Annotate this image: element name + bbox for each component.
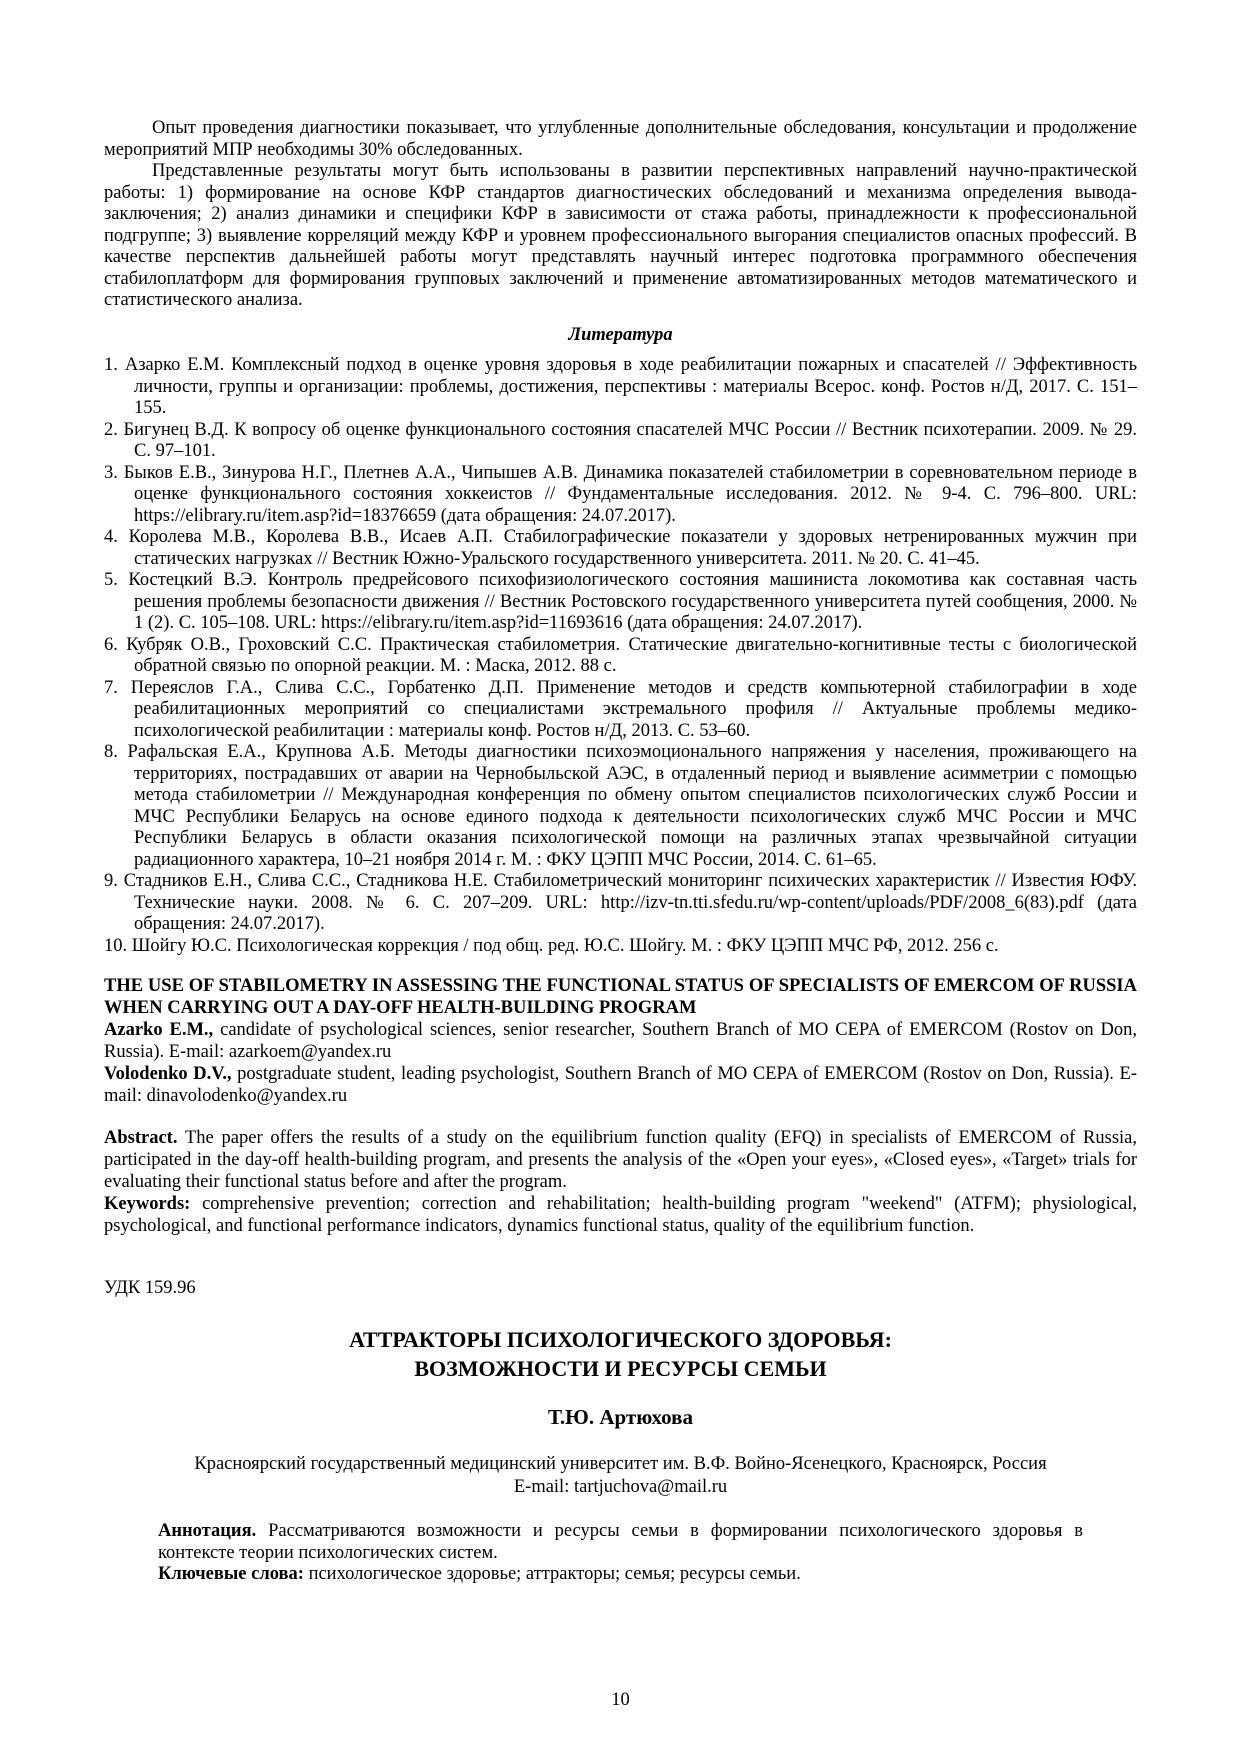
reference-text: Королева М.В., Королева В.В., Исаев А.П. Стабилографические показатели у здоровых нетренированных мужчин при статических нагрузках // Вестник Южно-Уральского государственного университета. 2011. № 20. С. 41–45. — [128, 527, 1137, 569]
english-article-title: THE USE OF STABILOMETRY IN ASSESSING THE FUNCTIONAL STATUS OF SPECIALISTS OF EMERCOM OF RUSSIA WHEN CARRYING OUT A DAY-OFF HEALTH-BUILDING PROGRAM — [104, 976, 1137, 1018]
english-abstract — [104, 1127, 1137, 1193]
english-keywords-text: comprehensive prevention; correction and rehabilitation; health-building program "weekend" (ATFM); physiological, psychological, and functional performance indicators, dynamics functional status, quality of the equilibrium function. — [104, 1194, 1138, 1236]
russian-keywords-text: психологическое здоровье; аттракторы; семья; ресурсы семьи. — [308, 1564, 801, 1584]
affiliation-email: E-mail: tartjuchova@mail.ru — [513, 1477, 728, 1497]
russian-annotation — [158, 1521, 1083, 1564]
reference-text: Бигунец В.Д. К вопросу об оценке функционального состояния спасателей МЧС России // Вестник психотерапии. 2009. № 29. С. 97–101. — [123, 419, 1137, 461]
reference-item-3 — [104, 463, 1137, 528]
reference-number: 1. — [104, 355, 118, 375]
title-line-1: АТТРАКТОРЫ ПСИХОЛОГИЧЕСКОГО ЗДОРОВЬЯ: — [349, 1327, 892, 1352]
next-article-author: Т.Ю. Артюхова — [548, 1405, 693, 1429]
english-author-2-name: Volodenko D.V., — [104, 1064, 232, 1084]
reference-number: 9. — [104, 871, 118, 891]
reference-text: Рафальская Е.А., Крупнова А.Б. Методы диагностики психоэмоционального напряжения у населения, проживающего на территориях, пострадавших от аварии на Чернобыльской АЭС, в отдаленный период и выявление асимметрии с помощью метода стабилометрии // Международная конференция по обмену опытом специалистов психологических служб России и МЧС Республики Беларусь на основе единого подхода к деятельности психологических служб МЧС России и МЧС Республики Беларусь в области оказания психологической помощи на различных этапах чрезвычайной ситуации радиационного характера, 10–21 ноября 2014 г. М. : ФКУ ЦЭПП МЧС России, 2014. С. 61–65. — [127, 742, 1137, 870]
reference-number: 10. — [104, 935, 128, 956]
english-author-1-name: Azarko E.M., — [104, 1020, 214, 1040]
russian-keywords-label: Ключевые слова: — [158, 1564, 304, 1584]
reference-item-9 — [104, 871, 1137, 936]
title-line-2: ВОЗМОЖНОСТИ И РЕСУРСЫ СЕМЬИ — [414, 1356, 827, 1381]
reference-item-2 — [104, 420, 1137, 463]
page-number: 10 — [611, 1690, 630, 1710]
reference-text: Стадников Е.Н., Слива С.С., Стадникова Н.Е. Стабилометрический мониторинг психических характеристик // Известия ЮФУ. Технические науки. 2008. № 6. С. 207–209. URL: http://izv-tn.tti.sfedu.ru/wp-content/uploads/PDF/2008_6(83).pdf (дата обращения: 24.07.2017). — [123, 871, 1137, 934]
reference-text: Переяслов Г.А., Слива С.С., Горбатенко Д.П. Применение методов и средств компьютерной стабилографии в ходе реабилитационных мероприятий со специалистами экстремального профиля // Актуальные проблемы медико-психологической реабилитации : материалы конф. Ростов н/Д, 2013. С. 53–60. — [130, 677, 1137, 741]
reference-number: 6. — [104, 634, 118, 655]
english-author-2 — [104, 1063, 1137, 1107]
udc-number: УДК 159.96 — [104, 1278, 196, 1298]
reference-number: 5. — [104, 570, 118, 590]
intro-paragraph-1: Опыт проведения диагностики показывает, что углубленные дополнительные обследования, консультации и продолжение мероприятий МПР необходимы 30% обследованных. — [104, 118, 1137, 160]
reference-number: 2. — [104, 419, 118, 440]
english-author-1-details: candidate of psychological sciences, senior researcher, Southern Branch of MO CEPA of EMERCOM (Rostov on Don, Russia). E-mail: azarkoem@yandex.ru — [104, 1020, 1138, 1062]
english-keywords-label: Keywords: — [104, 1194, 191, 1214]
reference-number: 4. — [104, 527, 118, 547]
reference-list — [104, 355, 1137, 957]
reference-item-5 — [104, 570, 1137, 635]
next-article-title — [104, 1325, 1137, 1383]
reference-item-8 — [104, 742, 1137, 871]
literature-heading: Литература — [568, 324, 673, 345]
reference-text: Шойгу Ю.С. Психологическая коррекция / под общ. ред. Ю.С. Шойгу. М. : ФКУ ЦЭПП МЧС РФ, 2012. 256 с. — [131, 935, 999, 956]
reference-item-6 — [104, 635, 1137, 678]
reference-item-10 — [104, 936, 1137, 958]
reference-text: Костецкий В.Э. Контроль предрейсового психофизиологического состояния машиниста локомотива как составная часть решения проблемы безопасности движения // Вестник Ростовского государственного университета путей сообщения, 2000. № 1 (2). С. 105–108. URL: https://elibrary.ru/item.asp?id=11693616 (дата обращения: 24.07.2017). — [128, 570, 1138, 633]
next-article-annotation-block — [158, 1521, 1083, 1586]
reference-text: Кубряк О.В., Гроховский С.С. Практическая стабилометрия. Статические двигательно-когнитивные тесты с биологической обратной связью по опорной реакции. М. : Маска, 2012. 88 с. — [126, 634, 1138, 676]
reference-number: 8. — [104, 742, 118, 762]
annotation-text: Рассматриваются возможности и ресурсы семьи в формировании психологического здоровья в контексте теории психологических систем. — [158, 1521, 1084, 1563]
reference-number: 7. — [104, 677, 118, 698]
page-content — [104, 118, 1137, 1586]
reference-item-4 — [104, 527, 1137, 570]
reference-text: Азарко Е.М. Комплексный подход в оценке уровня здоровья в ходе реабилитации пожарных и спасателей // Эффективность личности, группы и организации: проблемы, достижения, перспективы : материалы Всерос. конф. Ростов н/Д, 2017. С. 151–155. — [124, 355, 1138, 418]
annotation-label: Аннотация. — [158, 1521, 257, 1541]
affiliation-text: Красноярский государственный медицинский университет им. В.Ф. Войно-Ясенецкого, Красноярск, Россия — [194, 1454, 1047, 1474]
abstract-label: Abstract. — [104, 1128, 178, 1148]
intro-paragraph-2: Представленные результаты могут быть использованы в развитии перспективных направлений научно-практической работы: 1) формирование на основе КФР стандартов диагностических обследований и механизма определения вывода-заключения; 2) анализ динамики и специфики КФР в зависимости от стажа работы, принадлежности к профессиональной подгруппе; 3) выявление корреляций между КФР и уровнем профессионального выгорания специалистов опасных профессий. В качестве перспектив дальнейшей работы могут представлять научный интерес подготовка программного обеспечения стабилоплатформ для формирования групповых заключений и применение автоматизированных методов математического и статистического анализа. — [104, 161, 1137, 310]
reference-item-1 — [104, 355, 1137, 420]
english-author-1 — [104, 1019, 1137, 1063]
reference-number: 3. — [104, 462, 118, 483]
russian-keywords — [158, 1564, 1083, 1586]
english-author-2-details: postgraduate student, leading psychologist, Southern Branch of MO CEPA of EMERCOM (Rostov on Don, Russia). E-mail: dinavolodenko@yandex.ru — [104, 1064, 1137, 1106]
reference-text: Быков Е.В., Зинурова Н.Г., Плетнев А.А., Чипышев А.В. Динамика показателей стабилометрии в соревновательном периоде в оценке функционального состояния хоккеистов // Фундаментальные исследования. 2012. № 9-4. С. 796–800. URL: https://elibrary.ru/item.asp?id=18376659 (дата обращения: 24.07.2017). — [123, 462, 1137, 526]
next-article-affiliation — [104, 1453, 1137, 1499]
abstract-text: The paper offers the results of a study on the equilibrium function quality (EFQ) in specialists of EMERCOM of Russia, participated in the day-off health-building program, and presents the analysis of the «Open your eyes», «Closed eyes», «Target» trials for evaluating their functional status before and after the program. — [104, 1128, 1138, 1192]
english-keywords — [104, 1193, 1137, 1237]
reference-item-7 — [104, 678, 1137, 743]
